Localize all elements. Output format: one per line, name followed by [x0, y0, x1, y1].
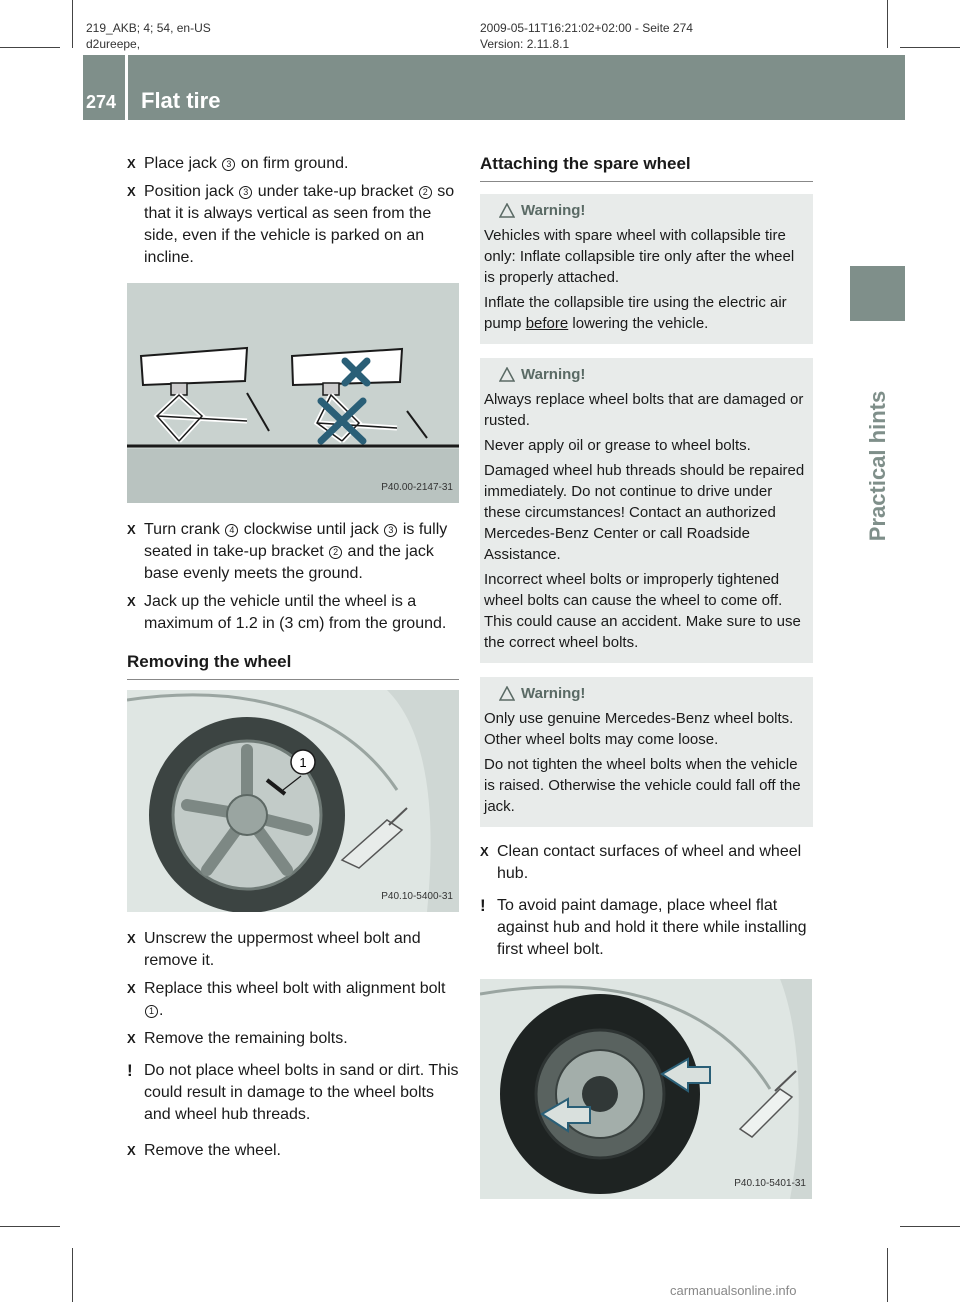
warning-text-part: lowering the vehicle. — [568, 315, 709, 332]
step-item — [127, 928, 459, 972]
step-marker: X — [127, 156, 136, 171]
header-separator — [125, 55, 128, 120]
step-text: . — [159, 1002, 164, 1019]
step-text: on firm ground. — [236, 155, 349, 172]
crop-mark — [900, 1226, 960, 1227]
warning-triangle-icon — [499, 203, 515, 218]
step-marker: X — [127, 1143, 136, 1158]
step-marker: X — [127, 184, 136, 199]
page-title: Flat tire — [141, 88, 221, 113]
step-text: Unscrew the uppermost wheel bolt and remove it. — [144, 930, 421, 969]
watermark: carmanualsonline.info — [670, 1283, 797, 1298]
warning-header — [484, 364, 807, 385]
warning-box — [480, 358, 813, 663]
step-marker: X — [127, 522, 136, 537]
warning-text-emphasis: before — [525, 315, 569, 332]
meta-line: d2ureepe, — [86, 37, 141, 51]
warning-text — [484, 292, 807, 334]
figure-spare-wheel — [480, 979, 812, 1199]
step-item — [480, 841, 813, 885]
crop-mark — [0, 47, 60, 48]
step-text: Clean contact surfaces of wheel and wheel hub. — [497, 843, 802, 882]
warning-text: Only use genuine Mercedes-Benz wheel bolts. Other wheel bolts may come loose. — [484, 710, 794, 748]
warning-label: Warning! — [521, 685, 586, 702]
warning-text: Vehicles with spare wheel with collapsible tire only: Inflate collapsible tire only after the wheel is properly attached. — [484, 227, 795, 286]
step-marker: X — [127, 1031, 136, 1046]
warning-box — [480, 194, 813, 344]
step-text: Turn crank — [144, 521, 225, 538]
callout-number: 4 — [225, 524, 238, 537]
step-item — [127, 591, 459, 635]
caution-note — [480, 895, 813, 961]
warning-text: Never apply oil or grease to wheel bolts. — [484, 437, 751, 454]
step-text: Place jack — [144, 155, 222, 172]
note-text: To avoid paint damage, place wheel flat against hub and hold it there while installing first wheel bolt. — [497, 897, 807, 958]
crop-mark — [0, 1226, 60, 1227]
note-text: Do not place wheel bolts in sand or dirt. This could result in damage to the wheel bolts and wheel hub threads. — [144, 1062, 459, 1123]
crop-mark — [72, 0, 73, 48]
warning-text: Incorrect wheel bolts or improperly tightened wheel bolts can cause the wheel to come off. This could cause an accident. Make sure to use the correct wheel bolts. — [484, 571, 801, 651]
crop-mark — [887, 0, 888, 48]
callout-number: 3 — [222, 158, 235, 171]
callout-number: 1 — [145, 1005, 158, 1018]
step-item — [127, 153, 459, 175]
figure-code: P40.00-2147-31 — [381, 482, 453, 493]
step-marker: X — [127, 981, 136, 996]
warning-text-part: Inflate the collapsible tire using the electric air pump — [484, 294, 787, 332]
crop-mark — [887, 1248, 888, 1302]
warning-label: Warning! — [521, 202, 586, 219]
step-item — [127, 1028, 459, 1050]
column-left — [127, 153, 459, 1168]
step-text: Remove the remaining bolts. — [144, 1030, 348, 1047]
step-text: under take-up bracket — [253, 183, 418, 200]
caution-marker: ! — [480, 896, 486, 915]
figure-code: P40.10-5401-31 — [734, 1178, 806, 1189]
caution-marker: ! — [127, 1061, 133, 1080]
meta-line: 219_AKB; 4; 54, en-US — [86, 21, 211, 35]
spare-wheel-illustration — [480, 979, 812, 1199]
figure-wheel-bolt — [127, 690, 459, 912]
callout-number: 2 — [419, 186, 432, 199]
step-text: Position jack — [144, 183, 239, 200]
section-heading-attaching: Attaching the spare wheel — [480, 153, 813, 182]
callout-number: 3 — [384, 524, 397, 537]
warning-triangle-icon — [499, 686, 515, 701]
crop-mark — [72, 1248, 73, 1302]
step-item — [127, 1140, 459, 1162]
step-item — [127, 181, 459, 269]
column-right — [480, 153, 813, 1199]
warning-text: Always replace wheel bolts that are damaged or rusted. — [484, 391, 804, 429]
step-text: clockwise until jack — [239, 521, 384, 538]
step-text: and the jack base evenly meets the ground. — [144, 543, 434, 582]
print-meta-left — [86, 20, 211, 52]
step-marker: X — [480, 844, 489, 859]
warning-box — [480, 677, 813, 827]
section-heading-removing: Removing the wheel — [127, 651, 459, 680]
meta-line: Version: 2.11.8.1 — [480, 37, 570, 51]
callout-number: 3 — [239, 186, 252, 199]
warning-header — [484, 683, 807, 704]
step-item — [127, 519, 459, 585]
step-text: is fully seated in take-up bracket — [144, 521, 448, 560]
warning-text: Do not tighten the wheel bolts when the vehicle is raised. Otherwise the vehicle could fall off the jack. — [484, 756, 801, 815]
warning-text: Damaged wheel hub threads should be repaired immediately. Do not continue to drive under these circumstances! Contact an authorized Mercedes-Benz Center or call Roadside Assistance. — [484, 462, 805, 563]
figure-callout: 1 — [299, 755, 307, 770]
step-marker: X — [127, 931, 136, 946]
wheel-illustration — [127, 690, 459, 912]
warning-triangle-icon — [499, 367, 515, 382]
jack-illustration — [127, 283, 459, 503]
crop-mark — [900, 47, 960, 48]
caution-note — [127, 1060, 459, 1126]
figure-code: P40.10-5400-31 — [381, 891, 453, 902]
side-label-text: Practical hints — [865, 390, 890, 542]
print-meta-right — [480, 20, 693, 52]
warning-label: Warning! — [521, 366, 586, 383]
meta-line: 2009-05-11T16:21:02+02:00 - Seite 274 — [480, 21, 693, 35]
figure-jack-position — [127, 283, 459, 503]
step-text: Jack up the vehicle until the wheel is a maximum of 1.2 in (3 cm) from the ground. — [144, 593, 447, 632]
step-text: Remove the wheel. — [144, 1142, 281, 1159]
callout-number: 2 — [329, 546, 342, 559]
step-text: so that it is always vertical as seen from the side, even if the vehicle is parked on an incline. — [144, 183, 455, 266]
step-item — [127, 978, 459, 1022]
page-number: 274 — [86, 92, 117, 112]
side-tab — [850, 266, 905, 321]
step-marker: X — [127, 594, 136, 609]
step-text: Replace this wheel bolt with alignment bolt — [144, 980, 446, 997]
warning-header — [484, 200, 807, 221]
